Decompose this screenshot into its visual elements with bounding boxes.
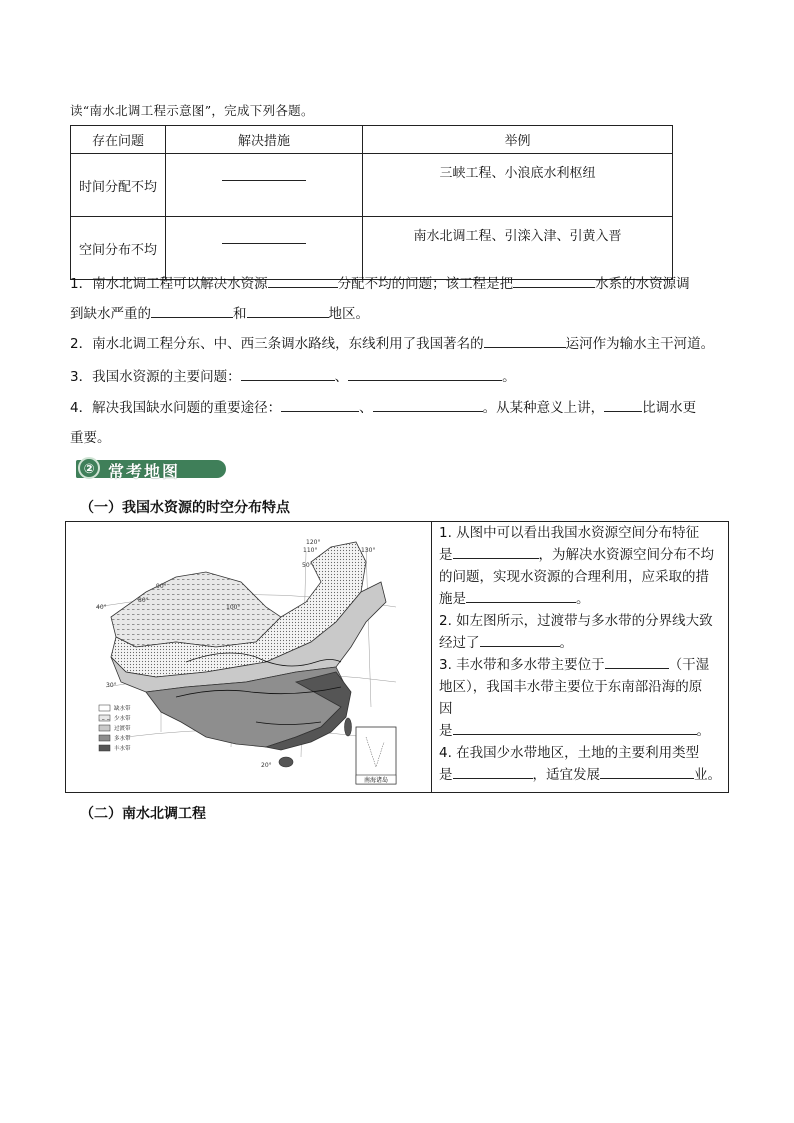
answer-blank[interactable]	[241, 366, 335, 381]
answer-blank[interactable]	[480, 633, 560, 647]
legend-item: 丰水带	[114, 746, 131, 752]
water-scarce-zone	[111, 572, 281, 647]
lat-label: 20°	[261, 762, 272, 769]
answer-blank[interactable]	[373, 397, 483, 412]
legend-item: 少水带	[114, 716, 131, 722]
question-2: 2．南水北调工程分东、中、西三条调水路线，东线利用了我国著名的 运河作为输水主干河道。	[70, 332, 714, 352]
lon-label: 90°	[156, 583, 167, 590]
answer-blank[interactable]	[605, 655, 669, 669]
answer-blank[interactable]	[151, 303, 233, 318]
hainan-island	[279, 757, 293, 767]
lon-label: 130°	[361, 547, 376, 554]
map-question-box	[65, 521, 729, 793]
intro-text: 读“南水北调工程示意图”，完成下列各题。	[70, 103, 314, 118]
answer-blank[interactable]	[453, 545, 539, 559]
lon-label: 80°	[138, 597, 149, 604]
lat-label: 30°	[106, 682, 117, 689]
answer-blank[interactable]	[268, 273, 338, 288]
legend-item: 多水带	[114, 736, 131, 742]
table-row	[71, 154, 673, 217]
section-badge	[76, 457, 226, 480]
badge-title: 常考地图	[108, 462, 181, 481]
legend-item: 缺水带	[114, 706, 131, 712]
cell-measure-blank[interactable]	[166, 154, 363, 217]
question-1-line-2: 到缺水严重的 和 地区。	[70, 302, 369, 322]
table-row	[71, 217, 673, 280]
lon-label: 120°	[306, 539, 321, 546]
question-4-line-2: 重要。	[70, 430, 111, 446]
legend-item: 过渡带	[114, 726, 131, 732]
section-2-title: （二）南水北调工程	[80, 806, 206, 822]
header-example: 举例	[363, 126, 673, 154]
water-resource-map	[66, 522, 430, 792]
badge-number: ②	[78, 457, 100, 479]
inset-label: 南海诸岛	[363, 777, 389, 784]
lon-label: 110°	[303, 547, 318, 554]
answer-blank[interactable]	[466, 589, 576, 603]
answer-blank[interactable]	[600, 765, 694, 779]
header-problem: 存在问题	[71, 126, 166, 154]
question-1-line-1: 1．南水北调工程可以解决水资源 分配不均的问题；该工程是把 水系的水资源调	[70, 272, 690, 292]
cell-example: 南水北调工程、引滦入津、引黄入晋	[363, 217, 673, 280]
cell-example: 三峡工程、小浪底水利枢纽	[363, 154, 673, 217]
answer-blank[interactable]	[281, 397, 359, 412]
answer-blank[interactable]	[247, 303, 329, 318]
answer-blank[interactable]	[453, 721, 697, 735]
question-4-line-1: 4．解决我国缺水问题的重要途径： 、 。从某种意义上讲， 比调水更	[70, 396, 696, 416]
section-1-title: （一）我国水资源的时空分布特点	[80, 500, 290, 516]
header-measure: 解决措施	[166, 126, 363, 154]
taiwan-island	[345, 718, 352, 736]
answer-blank[interactable]	[453, 765, 533, 779]
cell-measure-blank[interactable]	[166, 217, 363, 280]
answer-blank[interactable]	[484, 333, 566, 348]
map-legend	[99, 704, 131, 752]
question-3: 3．我国水资源的主要问题： 、 。	[70, 365, 516, 385]
lat-label: 40°	[96, 604, 107, 611]
problem-table	[70, 125, 673, 280]
lat-label: 50°	[302, 562, 313, 569]
cell-problem: 时间分配不均	[71, 154, 166, 217]
lon-label: 100°	[226, 604, 241, 611]
answer-blank[interactable]	[348, 366, 502, 381]
cell-problem: 空间分布不均	[71, 217, 166, 280]
answer-blank[interactable]	[513, 273, 595, 288]
answer-blank[interactable]	[604, 397, 642, 412]
map-questions: 1. 从图中可以看出我国水资源空间分布特征 是 ，为解决水资源空间分布不均 的问题，实现水资源的合理利用，应采取的措 施是 。 2. 如左图所示，过渡带与多水带的分界线大致 经过了 。 3. 丰水带和多水带主要位于 （干湿 地区），我国丰水带主要位于东南部沿海的原 因 是 。 4. 在我国少水带地区，土地的主要利用类型 是 ，适宜发展 业。	[439, 525, 721, 783]
